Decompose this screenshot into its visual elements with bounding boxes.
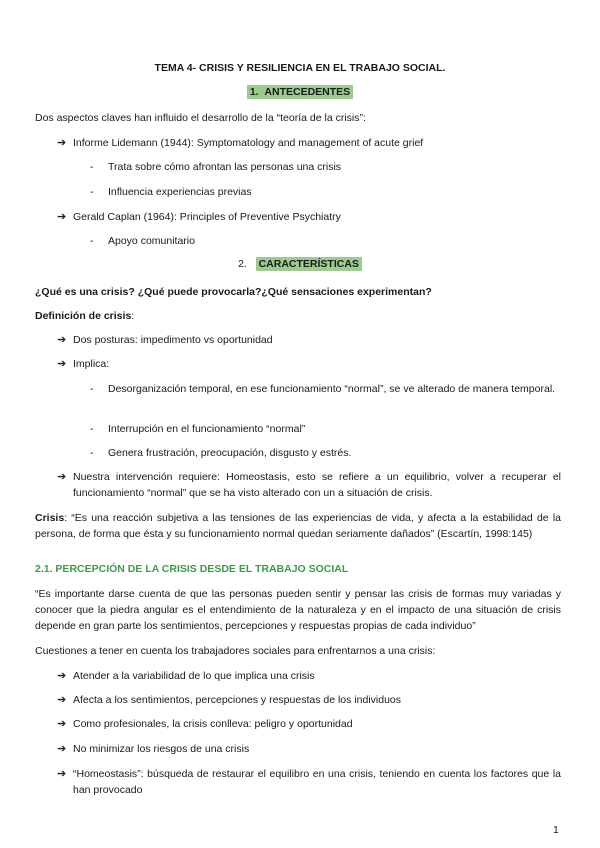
cuestion-text: “Homeostasis”: búsqueda de restaurar el equilibro en una crisis, teniendo en cuenta los factores que la han provocado (73, 768, 561, 796)
source-item (57, 209, 561, 225)
intro-paragraph: Dos aspectos claves han influido el desarrollo de la “teoría de la crisis”: (35, 112, 366, 124)
cuestion-text: No minimizar los riesgos de una crisis (73, 743, 250, 755)
dash-marker: - (90, 186, 94, 198)
source-item (57, 135, 561, 151)
dash-marker: - (90, 235, 94, 247)
cuestion-item (57, 692, 561, 708)
definition-subitem-text: Interrupción en el funcionamiento “normal” (108, 423, 306, 435)
cuestion-item (57, 741, 561, 757)
definition-point (57, 332, 561, 348)
crisis-definition (35, 510, 561, 542)
dash-marker: - (90, 161, 94, 173)
definition-point-text: Implica: (73, 358, 110, 370)
section-1-label: ANTECEDENTES (264, 86, 351, 98)
section-1-number: 1. (249, 86, 259, 98)
definition-heading-colon: : (131, 310, 135, 322)
arrow-icon: ➔ (57, 137, 67, 149)
dash-marker: - (90, 383, 94, 395)
dash-marker: - (90, 447, 94, 459)
cuestiones-intro: Cuestiones a tener en cuenta los trabajadores sociales para enfrentarnos a una crisis: (35, 645, 436, 657)
definition-point (57, 356, 561, 372)
arrow-icon: ➔ (57, 670, 67, 682)
definition-point-text: Nuestra intervención requiere: Homeostasis, esto se refiere a un equilibrio, volver a recuperar el funcionamiento “normal” que se ha visto alterado con un a situación de crisis. (73, 471, 561, 499)
questions-line: ¿Qué es una crisis? ¿Qué puede provocarla?¿Qué sensaciones experimentan? (35, 286, 432, 298)
quote-paragraph: “Es importante darse cuenta de que las personas pueden sentir y pensar las crisis de formas muy variadas y conocer que la piedra angular es el entendimiento de la naturaleza y en el impacto de una situación de crisis depende en gran parte los sentimientos, percepciones y respuestas propias de cada individuo” (35, 588, 561, 632)
arrow-icon: ➔ (57, 743, 67, 755)
definition-point (57, 469, 561, 501)
cuestion-text: Atender a la variabilidad de lo que implica una crisis (73, 670, 315, 682)
section-1-highlight (247, 85, 353, 99)
arrow-icon: ➔ (57, 694, 67, 706)
crisis-label: Crisis (35, 512, 65, 524)
definition-subitem (90, 381, 561, 397)
source-subitem-text: Influencia experiencias previas (108, 186, 252, 198)
definition-subitem-text: Desorganización temporal, en ese funcionamiento “normal”, se ve alterado de manera temporal. (108, 383, 556, 395)
definition-heading (35, 308, 561, 324)
source-subitem (90, 184, 561, 200)
cuestion-item (57, 766, 561, 798)
source-text: Gerald Caplan (1964): Principles of Preventive Psychiatry (73, 211, 341, 223)
source-subitem-text: Apoyo comunitario (108, 235, 195, 247)
section-2-number: 2. (238, 258, 247, 270)
source-subitem (90, 233, 561, 249)
definition-subitem (90, 445, 561, 461)
definition-subitem (90, 421, 561, 437)
source-text: Informe Lidemann (1944): Symptomatology and management of acute grief (73, 137, 424, 149)
section-2-label: CARACTERÍSTICAS (256, 257, 362, 271)
cuestion-item (57, 668, 561, 684)
arrow-icon: ➔ (57, 768, 67, 780)
page-number: 1 (553, 824, 559, 836)
arrow-icon: ➔ (57, 334, 67, 346)
document-title: TEMA 4- CRISIS Y RESILIENCIA EN EL TRABAJO SOCIAL. (154, 62, 446, 74)
arrow-icon: ➔ (57, 471, 67, 483)
arrow-icon: ➔ (57, 358, 67, 370)
source-subitem (90, 159, 561, 175)
cuestion-text: Afecta a los sentimientos, percepciones y respuestas de los individuos (73, 694, 402, 706)
crisis-quote: : “Es una reacción subjetiva a las tensiones de las experiencias de vida, y afecta a la estabilidad de la persona, de forma que ésta y su funcionamiento normal quedan seriamente dañados” (Escartín, 1998:145) (35, 512, 561, 540)
arrow-icon: ➔ (57, 211, 67, 223)
section-2-1-heading: 2.1. PERCEPCIÓN DE LA CRISIS DESDE EL TRABAJO SOCIAL (35, 563, 349, 575)
section-1-heading (0, 86, 600, 98)
section-2-heading (0, 258, 600, 270)
definition-point-text: Dos posturas: impedimento vs oportunidad (73, 334, 273, 346)
definition-heading-label: Definición de crisis (35, 310, 132, 322)
source-subitem-text: Trata sobre cómo afrontan las personas una crisis (108, 161, 342, 173)
arrow-icon: ➔ (57, 718, 67, 730)
dash-marker: - (90, 423, 94, 435)
definition-subitem-text: Genera frustración, preocupación, disgusto y estrés. (108, 447, 352, 459)
cuestion-item (57, 716, 561, 732)
cuestion-text: Como profesionales, la crisis conlleva: peligro y oportunidad (73, 718, 353, 730)
